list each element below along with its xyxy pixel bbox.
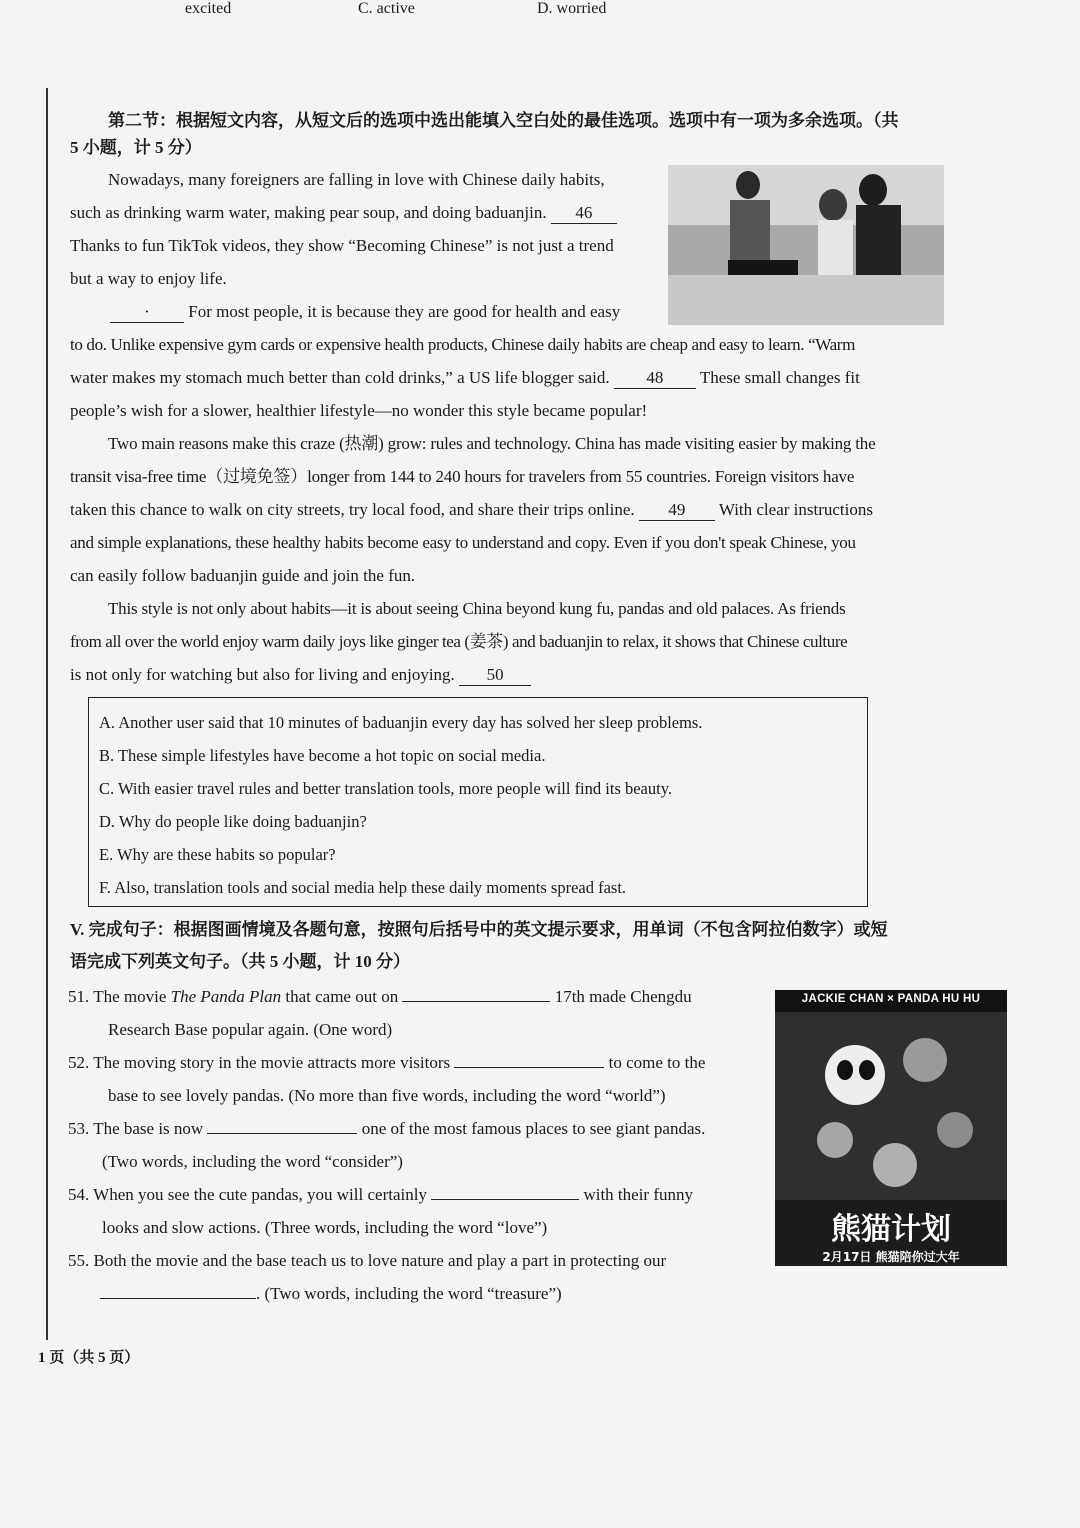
option-a-text: excited: [185, 0, 232, 17]
q51-blank[interactable]: [402, 1001, 550, 1002]
option-d: D. Why do people like doing baduanjin?: [99, 812, 367, 831]
q55-blank[interactable]: [100, 1298, 256, 1299]
option-b: B. These simple lifestyles have become a hot topic on social media.: [99, 746, 546, 765]
p3-line3a: taken this chance to walk on city streets, try local food, and share their trips online.: [70, 500, 635, 519]
page-footer: 1 页（共 5 页）: [38, 1350, 140, 1366]
q54-text-a: 54. When you see the cute pandas, you will certainly: [68, 1185, 427, 1204]
q52-text-a: 52. The moving story in the movie attracts more visitors: [68, 1053, 451, 1072]
q51-text-c: 17th made Chengdu: [554, 987, 692, 1006]
option-a: A. Another user said that 10 minutes of baduanjin every day has solved her sleep problems.: [99, 713, 703, 732]
q52-blank[interactable]: [454, 1067, 604, 1068]
q53-text-c: (Two words, including the word “consider”): [102, 1152, 403, 1171]
p2-line3b: These small changes fit: [699, 368, 860, 387]
q52-text-b: to come to the: [608, 1053, 706, 1072]
p1-line2: such as drinking warm water, making pear soup, and doing baduanjin.: [70, 203, 547, 222]
q54-text-b: with their funny: [583, 1185, 693, 1204]
section2-heading-line2: 5 小题，计 5 分）: [70, 138, 202, 157]
p4-line2: from all over the world enjoy warm daily joys like ginger tea (姜茶) and baduanjin to relax, it shows that Chinese culture: [70, 632, 848, 651]
section2-heading-line1: 第二节：根据短文内容，从短文后的选项中选出能填入空白处的最佳选项。选项中有一项为多余选项。（共: [108, 111, 899, 130]
q51-movie-title: The Panda Plan: [170, 987, 282, 1006]
p3-line3b: With clear instructions: [718, 500, 873, 519]
option-e: E. Why are these habits so popular?: [99, 845, 336, 864]
option-d-text: D. worried: [537, 0, 607, 17]
p4-line3: is not only for watching but also for living and enjoying.: [70, 665, 455, 684]
q53-text-b: one of the most famous places to see giant pandas.: [361, 1119, 706, 1138]
q52-text-c: base to see lovely pandas. (No more than five words, including the word “world”): [108, 1086, 666, 1105]
blank-49: 49: [639, 500, 715, 521]
blank-47: ·: [110, 302, 184, 323]
q53-text-a: 53. The base is now: [68, 1119, 204, 1138]
p1-line4: but a way to enjoy life.: [70, 269, 227, 288]
p3-line2: transit visa-free time（过境免签）longer from 144 to 240 hours for travelers from 55 countries. Foreign visitors have: [70, 467, 855, 486]
q53-blank[interactable]: [207, 1133, 357, 1134]
poster-top-text: JACKIE CHAN × PANDA HU HU: [801, 993, 981, 1005]
blank-46: 46: [551, 203, 617, 224]
article-photo: [668, 165, 944, 325]
blank-48: 48: [614, 368, 696, 389]
p2-line2: to do. Unlike expensive gym cards or expensive health products, Chinese daily habits are cheap and easy to learn. “Warm: [70, 335, 855, 354]
p3-line4: and simple explanations, these healthy habits become easy to understand and copy. Even if you don't speak Chinese, you: [70, 533, 856, 552]
q51-text-b: that came out on: [285, 987, 399, 1006]
q51-text-d: Research Base popular again. (One word): [108, 1020, 393, 1039]
option-c: C. With easier travel rules and better translation tools, more people will find its beauty.: [99, 779, 673, 798]
q54-text-c: looks and slow actions. (Three words, including the word “love”): [102, 1218, 548, 1237]
options-box: [88, 697, 868, 907]
p3-line5: can easily follow baduanjin guide and join the fun.: [70, 566, 416, 585]
p1-line3: Thanks to fun TikTok videos, they show “Becoming Chinese” is not just a trend: [70, 236, 614, 255]
q54-blank[interactable]: [431, 1199, 579, 1200]
movie-poster: [775, 990, 1007, 1266]
p3-line1: Two main reasons make this craze (热潮) grow: rules and technology. China has made visiting easier by making the: [108, 434, 876, 453]
q55-text-a: 55. Both the movie and the base teach us to love nature and play a part in protecting our: [68, 1251, 667, 1270]
option-c-text: C. active: [358, 0, 415, 17]
q51-text-a: 51. The movie: [68, 987, 167, 1006]
option-f: F. Also, translation tools and social media help these daily moments spread fast.: [99, 878, 627, 897]
p1-line1: Nowadays, many foreigners are falling in love with Chinese daily habits,: [108, 170, 605, 189]
poster-title: 熊猫计划: [831, 1212, 951, 1247]
p2-line3a: water makes my stomach much better than cold drinks,” a US life blogger said.: [70, 368, 610, 387]
q55-text-b: . (Two words, including the word “treasure”): [256, 1284, 562, 1303]
p2-line1: For most people, it is because they are good for health and easy: [188, 302, 621, 321]
poster-bottom-text: 2月17日 熊猫陪你过大年: [822, 1250, 960, 1264]
p2-line4: people’s wish for a slower, healthier lifestyle—no wonder this style became popular!: [70, 401, 648, 420]
margin-line: [46, 88, 48, 1340]
section5-heading-line2: 语完成下列英文句子。（共 5 小题，计 10 分）: [70, 952, 410, 971]
section5-heading-line1: V. 完成句子：根据图画情境及各题句意，按照句后括号中的英文提示要求，用单词（不包含阿拉伯数字）或短: [70, 920, 888, 939]
blank-50: 50: [459, 665, 531, 686]
p4-line1: This style is not only about habits—it is about seeing China beyond kung fu, pandas and old palaces. As friends: [108, 599, 846, 618]
